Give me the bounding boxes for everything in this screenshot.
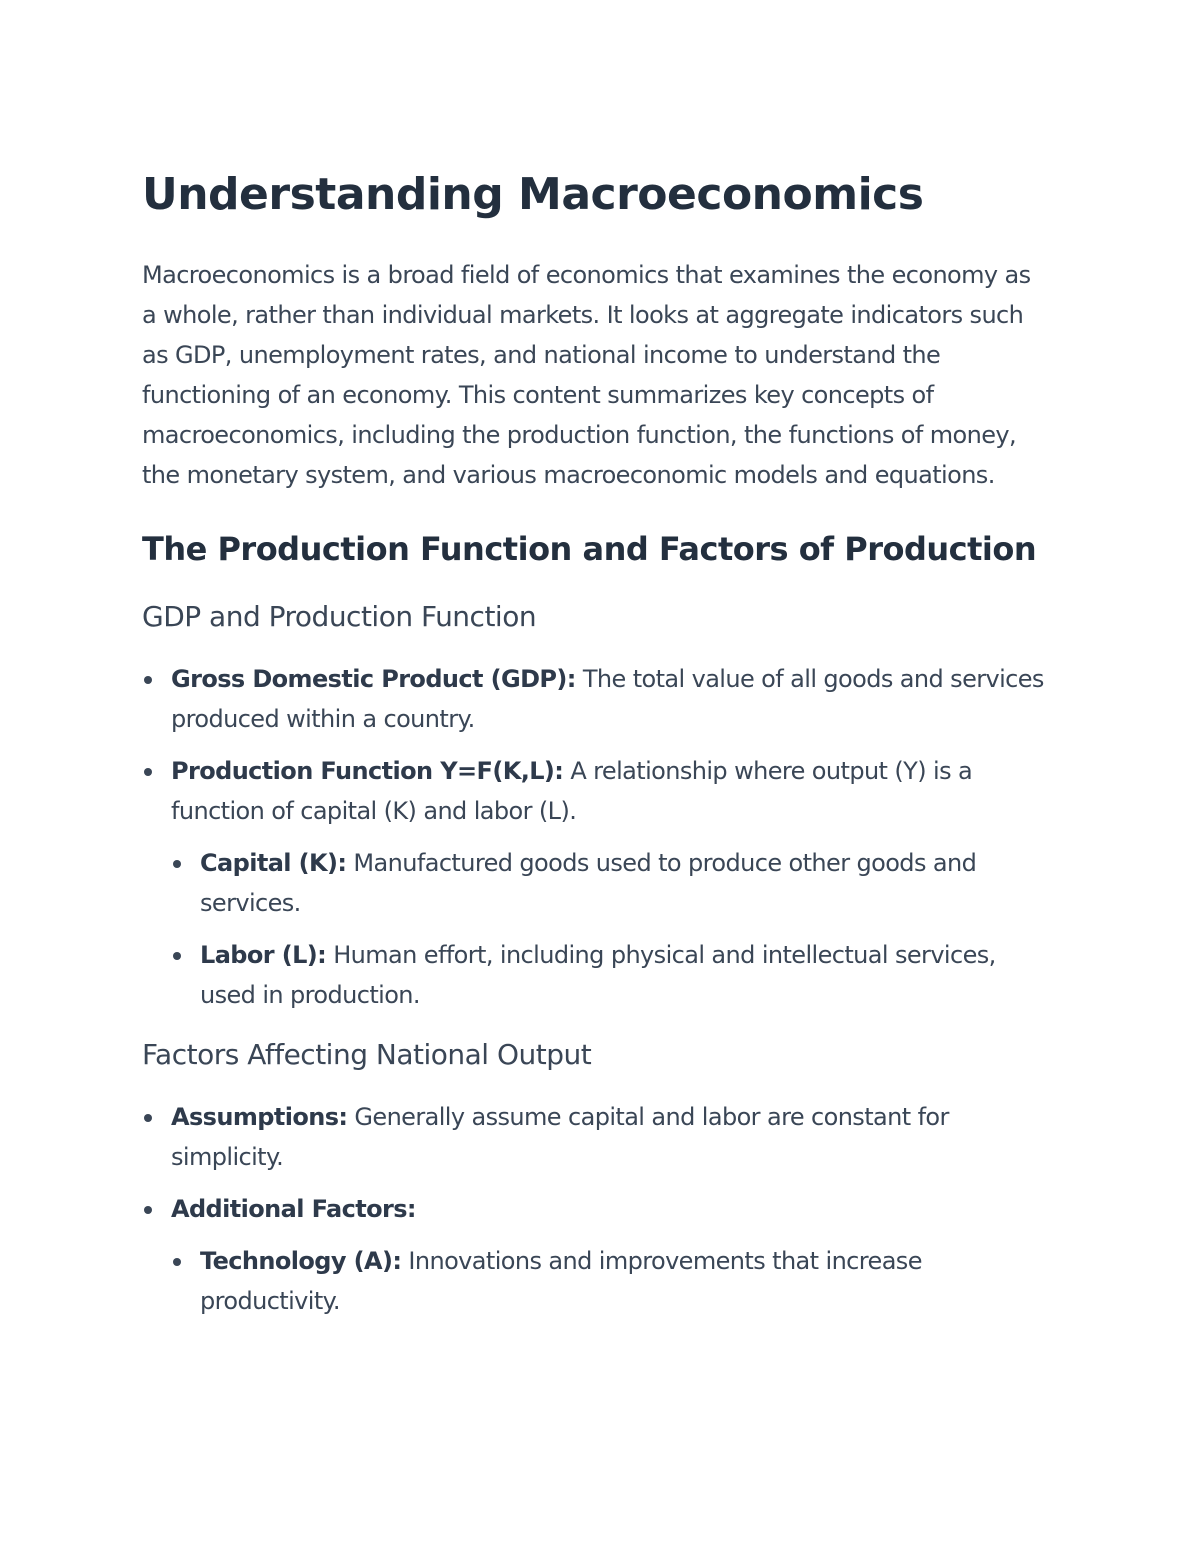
bullet-icon bbox=[144, 768, 152, 776]
national-output-list bbox=[142, 1097, 1050, 1321]
list-item-term: Additional Factors: bbox=[171, 1195, 416, 1223]
nested-list bbox=[171, 843, 1050, 1015]
list-item bbox=[142, 659, 1050, 739]
nested-list bbox=[171, 1241, 1050, 1321]
bullet-icon bbox=[173, 1258, 181, 1266]
list-item-term: Production Function Y=F(K,L): bbox=[171, 757, 564, 785]
bullet-icon bbox=[173, 952, 181, 960]
intro-paragraph: Macroeconomics is a broad field of economics that examines the economy as a whole, rather than individual markets. It looks at aggregate indicators such as GDP, unemployment rates, and national income to understand the functioning of an economy. This content summarizes key concepts of macroeconomics, including the production function, the functions of money, the monetary system, and various macroeconomic models and equations. bbox=[142, 261, 1031, 489]
page-title: Understanding Macroeconomics bbox=[142, 169, 924, 220]
list-item bbox=[142, 1097, 1050, 1177]
list-item-term: Technology (A): bbox=[200, 1247, 402, 1275]
bullet-icon bbox=[144, 1206, 152, 1214]
bullet-icon bbox=[173, 860, 181, 868]
gdp-list bbox=[142, 659, 1050, 1015]
section-heading-production-function: The Production Function and Factors of Production bbox=[142, 530, 1037, 568]
list-item-text: Generally assume capital and labor are constant for simplicity. bbox=[171, 1103, 949, 1171]
list-item bbox=[142, 1189, 1050, 1321]
subsection-heading-national-output: Factors Affecting National Output bbox=[142, 1038, 592, 1071]
bullet-icon bbox=[144, 676, 152, 684]
bullet-icon bbox=[144, 1114, 152, 1122]
list-item bbox=[171, 843, 1050, 923]
list-item-text: A relationship where output (Y) is a function of capital (K) and labor (L). bbox=[171, 757, 973, 825]
list-item-text: The total value of all goods and services produced within a country. bbox=[171, 665, 1044, 733]
list-item-term: Assumptions: bbox=[171, 1103, 348, 1131]
list-item bbox=[171, 1241, 1050, 1321]
list-item-term: Capital (K): bbox=[200, 849, 347, 877]
list-item-text: Innovations and improvements that increase productivity. bbox=[200, 1247, 922, 1315]
list-item bbox=[171, 935, 1050, 1015]
list-item-term: Labor (L): bbox=[200, 941, 327, 969]
list-item-text: Human effort, including physical and intellectual services, used in production. bbox=[200, 941, 996, 1009]
list-item-term: Gross Domestic Product (GDP): bbox=[171, 665, 576, 693]
list-item bbox=[142, 751, 1050, 1015]
subsection-heading-gdp: GDP and Production Function bbox=[142, 600, 537, 633]
list-item-text: Manufactured goods used to produce other goods and services. bbox=[200, 849, 977, 917]
